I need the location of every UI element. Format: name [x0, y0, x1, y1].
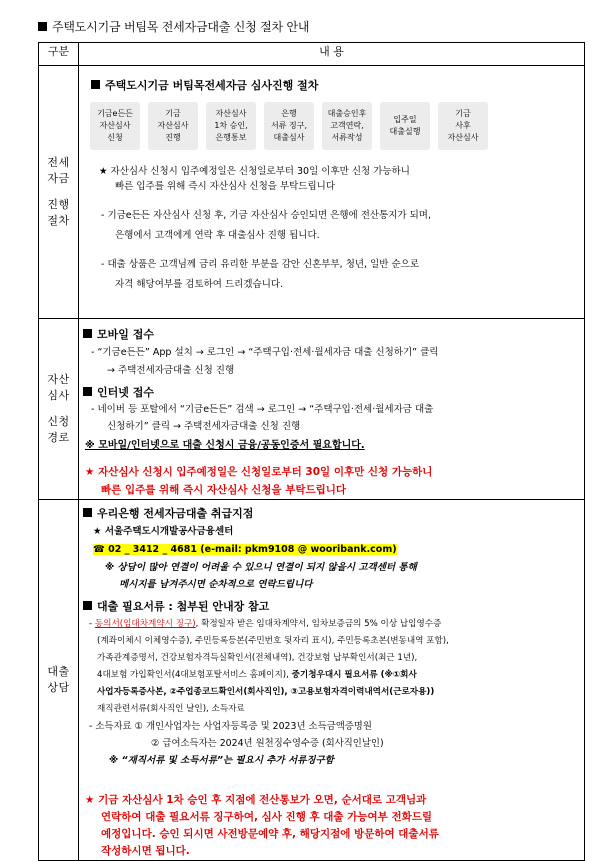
final-notice: 작성하시면 됩니다. — [101, 845, 190, 857]
step-7: 기금 사후 자산심사 — [438, 102, 488, 150]
category-loan-consultation: 대출 상담 — [39, 500, 79, 861]
procedure-note: - 대출 상품은 고객님께 금리 유리한 부분을 감안 신혼부부, 청년, 일반 순으로 — [101, 259, 419, 270]
square-bullet-icon — [83, 508, 92, 517]
section-application-route — [39, 319, 585, 500]
step-3: 자산심사 1차 승인, 은행통보 — [206, 102, 256, 150]
documents-line: 4대보험 가입확인서(4대보험포탈서비스 홈페이지), 중기청우대시 필요서류 (※①회사 — [97, 670, 417, 680]
documents-line: - 동의서(임대차계약시 징구), 확정일자 받은 임대차계약서, 임차보증금의 5% 이상 납입영수증 — [89, 619, 442, 629]
documents-line: (계좌이체시 이체영수증), 주민등록등본(주민번호 뒷자리 표시), 주민등록초본(변동내역 포함), — [97, 636, 449, 646]
contact-note: 메시지를 남겨주시면 순차적으로 연락드립니다 — [119, 579, 313, 590]
income-line: - 소득자료 ① 개인사업자는 사업자등록증 및 2023년 소득금액증명원 — [89, 721, 372, 732]
square-bullet-icon — [38, 22, 47, 31]
final-notice: ★ 기금 자산심사 1차 승인 후 지점에 전산통보가 오면, 순서대로 고객님과 — [85, 794, 427, 806]
procedure-note: 자격 해당여부를 검토하여 드리겠습니다. — [115, 279, 284, 290]
mobile-step: → 주택전세자금대출 신청 진행 — [107, 365, 235, 376]
step-list — [90, 102, 584, 150]
procedure-note: 빠른 입주를 위해 즉시 자산심사 신청을 부탁드립니다 — [115, 181, 336, 192]
branch-name: ★ 서울주택도시개발공사금융센터 — [93, 526, 234, 537]
income-line: ② 급여소득자는 2024년 원천징수영수증 (회사직인날인) — [151, 738, 384, 749]
step-6: 입주일 대출실행 — [380, 102, 430, 150]
procedure-heading: 주택도시기금 버팀목전세자금 심사진행 절차 — [91, 77, 584, 93]
contact-note: ※ 상담이 많아 연결이 어려울 수 있으니 연결이 되지 않을시 고객센터 통해 — [105, 562, 417, 573]
procedure-table — [38, 42, 585, 861]
mobile-step: - “기금e든든” App 설치 → 로그인 → “주택구입·전세·월세자금 대출 신청하기” 클릭 — [91, 347, 439, 358]
table-header — [39, 43, 585, 66]
category-procedure: 전세 자금 진행 절차 — [39, 66, 79, 319]
contact-line: ☎ 02 _ 3412 _ 4681 (e-mail: pkm9108 @ wooribank.com) — [93, 544, 397, 555]
procedure-note: ★ 자산심사 신청시 입주예정일은 신청일로부터 30일 이후만 신청 가능하니 — [99, 166, 410, 177]
category-application-route: 자산 심사 신청 경로 — [39, 319, 79, 500]
income-note: ※ “재직서류 및 소득서류”는 필요시 추가 서류징구함 — [109, 755, 334, 766]
square-bullet-icon — [83, 329, 92, 338]
step-1: 기금e든든 자산심사 신청 — [90, 102, 140, 150]
internet-heading: 인터넷 접수 — [83, 384, 584, 400]
certificate-notice: ※ 모바일/인터넷으로 대출 신청시 금융/공동인증서 필요합니다. — [85, 440, 365, 451]
final-notice: 연락하여 대출 필요서류 징구하여, 심사 진행 후 대출 가능여부 전화드릴 — [101, 811, 433, 823]
documents-line: 사업자등록증사본, ②주업종코드확인서(회사직인), ③고용보험자격이력내역서(근로자용)) — [97, 687, 435, 697]
square-bullet-icon — [83, 601, 92, 610]
documents-line: 가족관계증명서, 건강보험자격득실확인서(전체내역), 건강보험 납부확인서(최근 1년), — [97, 653, 418, 663]
mobile-heading: 모바일 접수 — [83, 326, 584, 342]
internet-step: - 네이버 등 포탈에서 “기금e든든” 검색 → 로그인 → “주택구입·전세·월세자금 대출 — [91, 404, 434, 415]
internet-step: 신청하기” 클릭 → 주택전세자금대출 신청 진행 — [107, 421, 301, 432]
procedure-note: - 기금e든든 자산심사 신청 후, 기금 자산심사 승인되면 은행에 전산통지가 되며, — [101, 210, 431, 221]
step-2: 기금 자산심사 진행 — [148, 102, 198, 150]
documents-heading: 대출 필요서류 : 첨부된 안내장 참고 — [83, 598, 584, 614]
page-title: 주택도시기금 버팀목 전세자금대출 신청 절차 안내 — [38, 18, 309, 35]
square-bullet-icon — [91, 80, 100, 89]
square-bullet-icon — [83, 387, 92, 396]
procedure-note: 은행에서 고객에게 연락 후 대출심사 진행 됩니다. — [115, 230, 320, 241]
branch-heading: 우리은행 전세자금대출 취급지점 — [83, 505, 584, 521]
application-warning: 빠른 입주를 위해 즉시 자산심사 신청을 부탁드립니다 — [101, 484, 347, 496]
step-4: 은행 서류 징구, 대출심사 — [264, 102, 314, 150]
documents-line: 재직관련서류(회사직인 날인), 소득자료 — [97, 704, 245, 714]
step-5: 대출승인후 고객연락, 서류작성 — [322, 102, 372, 150]
application-warning: ★ 자산심사 신청시 입주예정일은 신청일로부터 30일 이후만 신청 가능하니 — [85, 466, 433, 478]
final-notice: 예정입니다. 승인 되시면 사전방문예약 후, 해당지점에 방문하여 대출서류 — [101, 828, 439, 840]
header-content: 내 용 — [79, 43, 585, 66]
header-category: 구분 — [39, 43, 79, 66]
section-procedure — [39, 66, 585, 319]
section-loan-consultation — [39, 500, 585, 861]
